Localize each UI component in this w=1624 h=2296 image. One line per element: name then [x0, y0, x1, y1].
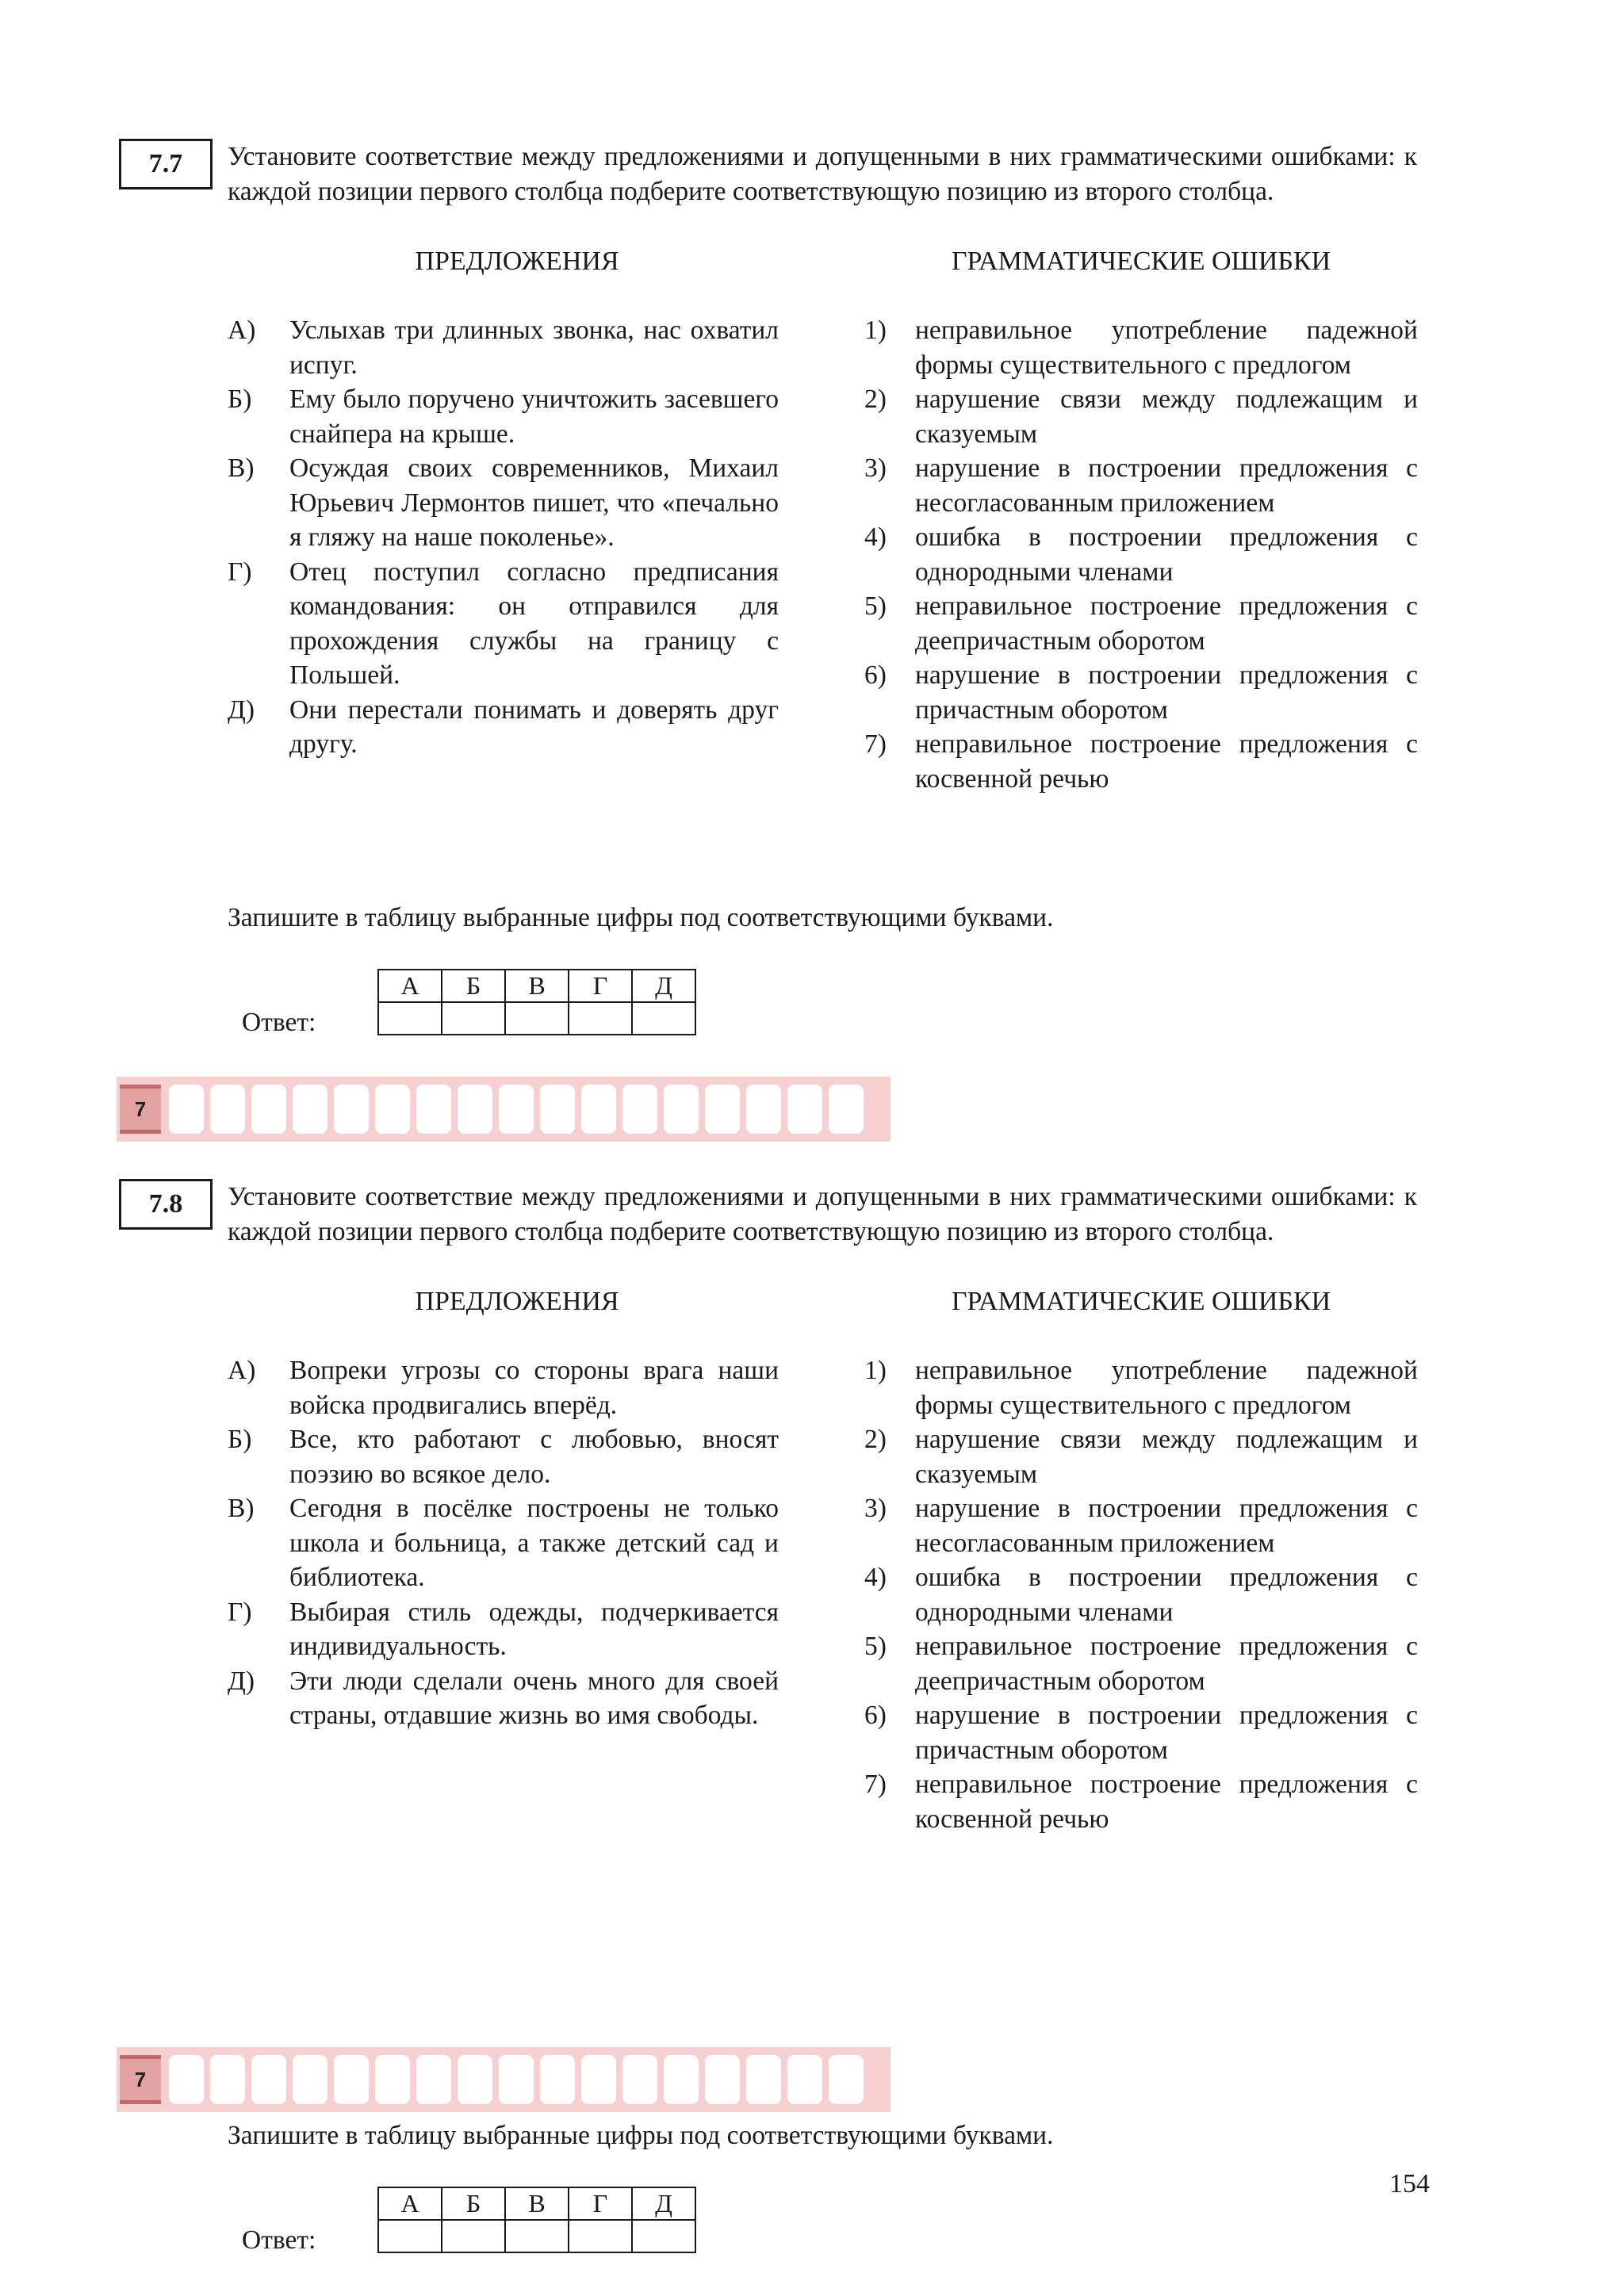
answer-form-cell[interactable]: [664, 1085, 699, 1134]
sentence-item: [228, 1491, 779, 1595]
answer-header-v: В: [505, 970, 569, 1002]
answer-cell-v[interactable]: [505, 1002, 569, 1035]
answer-header-b: Б: [442, 970, 505, 1002]
sentence-item: [228, 1422, 779, 1491]
error-marker: 6): [864, 1701, 887, 1730]
answer-cell-b[interactable]: [442, 1002, 505, 1035]
answer-form-cell[interactable]: [705, 1085, 740, 1134]
error-item: [864, 1491, 1418, 1560]
error-text: ошибка в построении предложения с однородными членами: [915, 1563, 1418, 1627]
answer-form-cell[interactable]: [705, 2055, 740, 2104]
errors-heading: ГРАММАТИЧЕСКИЕ ОШИБКИ: [951, 1287, 1331, 1316]
task-number: 7.8: [119, 1179, 213, 1230]
answer-form-cell[interactable]: [169, 1085, 204, 1134]
answer-form-cell[interactable]: [334, 1085, 369, 1134]
answer-header-v: В: [505, 2187, 569, 2220]
error-text: нарушение в построении предложения с причастным оборотом: [915, 1701, 1418, 1765]
strip-task-number: 7: [120, 1085, 161, 1134]
answer-form-cell[interactable]: [829, 2055, 864, 2104]
answer-form-cell[interactable]: [787, 2055, 822, 2104]
sentence-text: Все, кто работают с любовью, вносят поэзию во всякое дело.: [289, 1425, 779, 1489]
answer-form-cell[interactable]: [499, 2055, 534, 2104]
answer-cell-a[interactable]: [378, 2220, 442, 2252]
answer-label: Ответ:: [242, 1008, 316, 1037]
answer-table: [377, 2187, 696, 2253]
sentence-text: Вопреки угрозы со стороны врага наши войска продвигались вперёд.: [289, 1356, 779, 1420]
sentence-marker: В): [228, 1494, 255, 1523]
error-marker: 3): [864, 1494, 887, 1523]
answer-form-cell[interactable]: [169, 2055, 204, 2104]
error-item: [864, 658, 1418, 727]
error-text: нарушение в построении предложения с несогласованным приложением: [915, 1494, 1418, 1558]
sentence-item: [228, 313, 779, 382]
error-text: нарушение связи между подлежащим и сказуемым: [915, 1425, 1418, 1489]
answer-form-cell[interactable]: [293, 1085, 327, 1134]
answer-cell-v[interactable]: [505, 2220, 569, 2252]
answer-label: Ответ:: [242, 2225, 316, 2255]
sentences-list: [228, 313, 779, 762]
error-item: [864, 1767, 1418, 1836]
answer-form-cell[interactable]: [375, 1085, 410, 1134]
error-marker: 2): [864, 385, 887, 414]
sentence-marker: Д): [228, 695, 255, 725]
answer-form-cell[interactable]: [210, 1085, 245, 1134]
answer-form-cell[interactable]: [416, 1085, 451, 1134]
answer-header-a: А: [378, 2187, 442, 2220]
answer-header-a: А: [378, 970, 442, 1002]
error-marker: 1): [864, 316, 887, 345]
errors-heading: ГРАММАТИЧЕСКИЕ ОШИБКИ: [951, 247, 1331, 276]
answer-header-g: Г: [569, 2187, 632, 2220]
answer-form-cell[interactable]: [540, 2055, 575, 2104]
sentence-text: Отец поступил согласно предписания командования: он отправился для прохождения службы на границу с Польшей.: [289, 557, 779, 690]
sentences-heading: ПРЕДЛОЖЕНИЯ: [415, 1287, 619, 1316]
answer-cell-d[interactable]: [632, 1002, 695, 1035]
strip-task-number: 7: [120, 2055, 161, 2104]
page-number: 154: [1389, 2169, 1430, 2198]
answer-form-cell[interactable]: [416, 2055, 451, 2104]
answer-table-input-row: [378, 2220, 695, 2252]
error-text: нарушение в построении предложения с причастным оборотом: [915, 660, 1418, 725]
sentence-marker: В): [228, 453, 255, 483]
error-marker: 5): [864, 1632, 887, 1661]
answer-table-header-row: [378, 970, 695, 1002]
sentence-text: Они перестали понимать и доверять друг другу.: [289, 695, 779, 759]
error-marker: 5): [864, 591, 887, 621]
task-instruction: Установите соответствие между предложениями и допущенными в них грамматическими ошибками: к каждой позиции первого столбца подберите соответствующую позицию из второго столбца.: [228, 142, 1417, 206]
answer-table-header-row: [378, 2187, 695, 2220]
error-text: неправильное построение предложения с деепричастным оборотом: [915, 1632, 1418, 1696]
answer-form-cell[interactable]: [251, 2055, 286, 2104]
sentence-item: [228, 1353, 779, 1422]
sentence-marker: Б): [228, 1425, 252, 1454]
sentence-text: Выбирая стиль одежды, подчеркивается индивидуальность.: [289, 1597, 779, 1661]
error-item: [864, 727, 1418, 796]
error-text: неправильное построение предложения с косвенной речью: [915, 1770, 1418, 1834]
answer-form-cell[interactable]: [458, 1085, 492, 1134]
answer-form-cell[interactable]: [787, 1085, 822, 1134]
errors-list: [864, 313, 1418, 796]
answer-form-cell[interactable]: [334, 2055, 369, 2104]
error-text: нарушение в построении предложения с несогласованным приложением: [915, 453, 1418, 518]
sentence-item: [228, 451, 779, 555]
answer-form-cell[interactable]: [210, 2055, 245, 2104]
write-instruction: Запишите в таблицу выбранные цифры под соответствующими буквами.: [228, 2121, 1054, 2150]
error-item: [864, 1560, 1418, 1629]
error-marker: 3): [864, 453, 887, 483]
sentence-marker: Г): [228, 557, 252, 587]
sentence-marker: Б): [228, 385, 252, 414]
answer-form-cell[interactable]: [499, 1085, 534, 1134]
error-text: ошибка в построении предложения с однородными членами: [915, 522, 1418, 587]
error-item: [864, 382, 1418, 451]
write-instruction: Запишите в таблицу выбранные цифры под соответствующими буквами.: [228, 903, 1054, 932]
error-marker: 4): [864, 1563, 887, 1592]
sentence-item: [228, 693, 779, 762]
sentences-list: [228, 1353, 779, 1733]
sentences-heading: ПРЕДЛОЖЕНИЯ: [415, 247, 619, 276]
answer-form-cell[interactable]: [458, 2055, 492, 2104]
error-marker: 2): [864, 1425, 887, 1454]
error-item: [864, 1422, 1418, 1491]
error-item: [864, 520, 1418, 589]
answer-cell-b[interactable]: [442, 2220, 505, 2252]
error-item: [864, 451, 1418, 520]
answer-form-cell[interactable]: [540, 1085, 575, 1134]
answer-table: [377, 969, 696, 1035]
sentence-text: Сегодня в посёлке построены не только школа и больница, а также детский сад и библиотека.: [289, 1494, 779, 1592]
answer-table-input-row: [378, 1002, 695, 1035]
errors-list: [864, 1353, 1418, 1836]
answer-header-b: Б: [442, 2187, 505, 2220]
sentence-item: [228, 1664, 779, 1733]
error-item: [864, 589, 1418, 658]
answer-header-d: Д: [632, 2187, 695, 2220]
answer-form-cell[interactable]: [829, 1085, 864, 1134]
answer-form-cell[interactable]: [664, 2055, 699, 2104]
error-marker: 6): [864, 660, 887, 690]
error-item: [864, 1698, 1418, 1767]
sentence-item: [228, 1595, 779, 1664]
sentence-item: [228, 555, 779, 693]
answer-form-cell[interactable]: [622, 2055, 657, 2104]
error-item: [864, 1353, 1418, 1422]
answer-header-g: Г: [569, 970, 632, 1002]
answer-form-strip: [117, 2047, 891, 2112]
error-text: нарушение связи между подлежащим и сказуемым: [915, 385, 1418, 449]
sentence-text: Услыхав три длинных звонка, нас охватил испуг.: [289, 316, 779, 380]
answer-cell-g[interactable]: [569, 1002, 632, 1035]
answer-cell-g[interactable]: [569, 2220, 632, 2252]
answer-form-cell[interactable]: [581, 2055, 616, 2104]
answer-form-cell[interactable]: [746, 1085, 781, 1134]
sentence-marker: А): [228, 316, 256, 345]
sentence-marker: А): [228, 1356, 256, 1385]
answer-header-d: Д: [632, 970, 695, 1002]
sentence-item: [228, 382, 779, 451]
answer-form-cell[interactable]: [251, 1085, 286, 1134]
answer-form-cell[interactable]: [746, 2055, 781, 2104]
error-item: [864, 313, 1418, 382]
error-text: неправильное употребление падежной формы существительного с предлогом: [915, 316, 1418, 380]
error-marker: 7): [864, 729, 887, 759]
sentence-marker: Г): [228, 1597, 252, 1627]
task-number: 7.7: [119, 139, 213, 189]
sentence-text: Ему было поручено уничтожить засевшего снайпера на крыше.: [289, 385, 779, 449]
error-marker: 7): [864, 1770, 887, 1799]
error-marker: 4): [864, 522, 887, 552]
error-marker: 1): [864, 1356, 887, 1385]
error-text: неправильное построение предложения с косвенной речью: [915, 729, 1418, 794]
answer-form-strip: [117, 1077, 891, 1142]
error-item: [864, 1629, 1418, 1698]
answer-form-cell[interactable]: [622, 1085, 657, 1134]
task-instruction: Установите соответствие между предложениями и допущенными в них грамматическими ошибками: к каждой позиции первого столбца подберите соответствующую позицию из второго столбца.: [228, 1182, 1417, 1246]
answer-cell-a[interactable]: [378, 1002, 442, 1035]
error-text: неправильное построение предложения с деепричастным оборотом: [915, 591, 1418, 656]
answer-form-cell[interactable]: [293, 2055, 327, 2104]
error-text: неправильное употребление падежной формы существительного с предлогом: [915, 1356, 1418, 1420]
answer-form-cell[interactable]: [375, 2055, 410, 2104]
sentence-text: Осуждая своих современников, Михаил Юрьевич Лермонтов пишет, что «печально я гляжу на наше поколенье».: [289, 453, 779, 552]
sentence-marker: Д): [228, 1666, 255, 1696]
answer-form-cell[interactable]: [581, 1085, 616, 1134]
answer-cell-d[interactable]: [632, 2220, 695, 2252]
sentence-text: Эти люди сделали очень много для своей страны, отдавшие жизнь во имя свободы.: [289, 1666, 779, 1730]
